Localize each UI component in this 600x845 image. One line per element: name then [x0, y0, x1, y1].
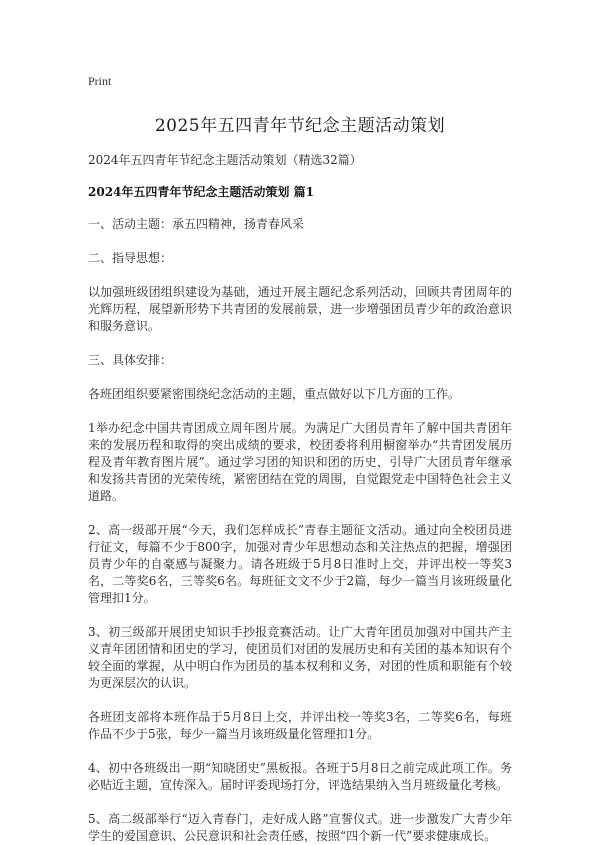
paragraph-item-1: 1举办纪念中国共青团成立周年图片展。为满足广大团员青年了解中国共青团年来的发展历程和取得的突出成绩的要求，校团委将利用橱窗举办“共青团发展历程及青年教育图片展”。通过学习团的知识和团的历史，引导广大团员青年继承和发扬共青团的光荣传统，紧密团结在党的周围，自觉跟党走中国特色社会主义道路。 [88, 421, 512, 503]
paragraph-guideline: 以加强班级团组织建设为基础，通过开展主题纪念系列活动，回顾共青团周年的光辉历程，展望新形势下共青团的发展前景，进一步增强团员青少年的政治意识和服务意识。 [88, 285, 512, 333]
print-link[interactable]: Print [88, 74, 112, 88]
paragraph-arrangement-heading: 三、具体安排： [88, 353, 173, 367]
paragraph-guideline-heading: 二、指导思想： [88, 251, 173, 265]
paragraph-item-2: 2、高一级部开展“今天，我们怎样成长”青春主题征文活动。通过向全校团员进行征文，每篇不少于800字，加强对青少年思想动态和关注热点的把握，增强团员青少年的自豪感与凝聚力。请各班级于5月8日准时上交，并评出校一等奖3名，二等奖6名，三等奖6名。每班征文文不少于2篇，每少一篇当月该班级量化管理扣1分。 [88, 523, 512, 605]
paragraph-arrangement-intro: 各班团组织要紧密围绕纪念活动的主题，重点做好以下几方面的工作。 [88, 387, 461, 401]
paragraph-item-5: 5、高二级部举行“迈入青春门，走好成人路”宣誓仪式。进一步激发广大青少年学生的爱国意识、公民意识和社会责任感，按照“四个新一代”要求健康成长。 [88, 812, 512, 843]
paragraph-theme: 一、活动主题：承五四精神，扬青春风采 [88, 217, 305, 231]
article-heading: 2024年五四青年节纪念主题活动策划 篇1 [88, 185, 314, 199]
paragraph-item-3-note: 各班团支部将本班作品于5月8日上交，并评出校一等奖3名，二等奖6名，每班作品不少于5张，每少一篇当月该班级量化管理扣1分。 [88, 710, 512, 741]
paragraph-item-3: 3、初三级部开展团史知识手抄报竞赛活动。让广大青年团员加强对中国共产主义青年团团情和团史的学习，使团员们对团的发展历史和有关团的基本知识有个较全面的掌握，从中明白作为团员的基本权利和义务，对团的性质和职能有个较为更深层次的认识。 [88, 625, 512, 690]
page-title: 2025年五四青年节纪念主题活动策划 [154, 116, 446, 136]
paragraph-item-4: 4、初中各班级出一期“知晓团史”黑板报。各班于5月8日之前完成此项工作。务必贴近主题，宣传深入。届时评委现场打分，评选结果纳入当月班级量化考核。 [88, 761, 512, 792]
subtitle: 2024年五四青年节纪念主题活动策划（精选32篇） [88, 153, 362, 167]
